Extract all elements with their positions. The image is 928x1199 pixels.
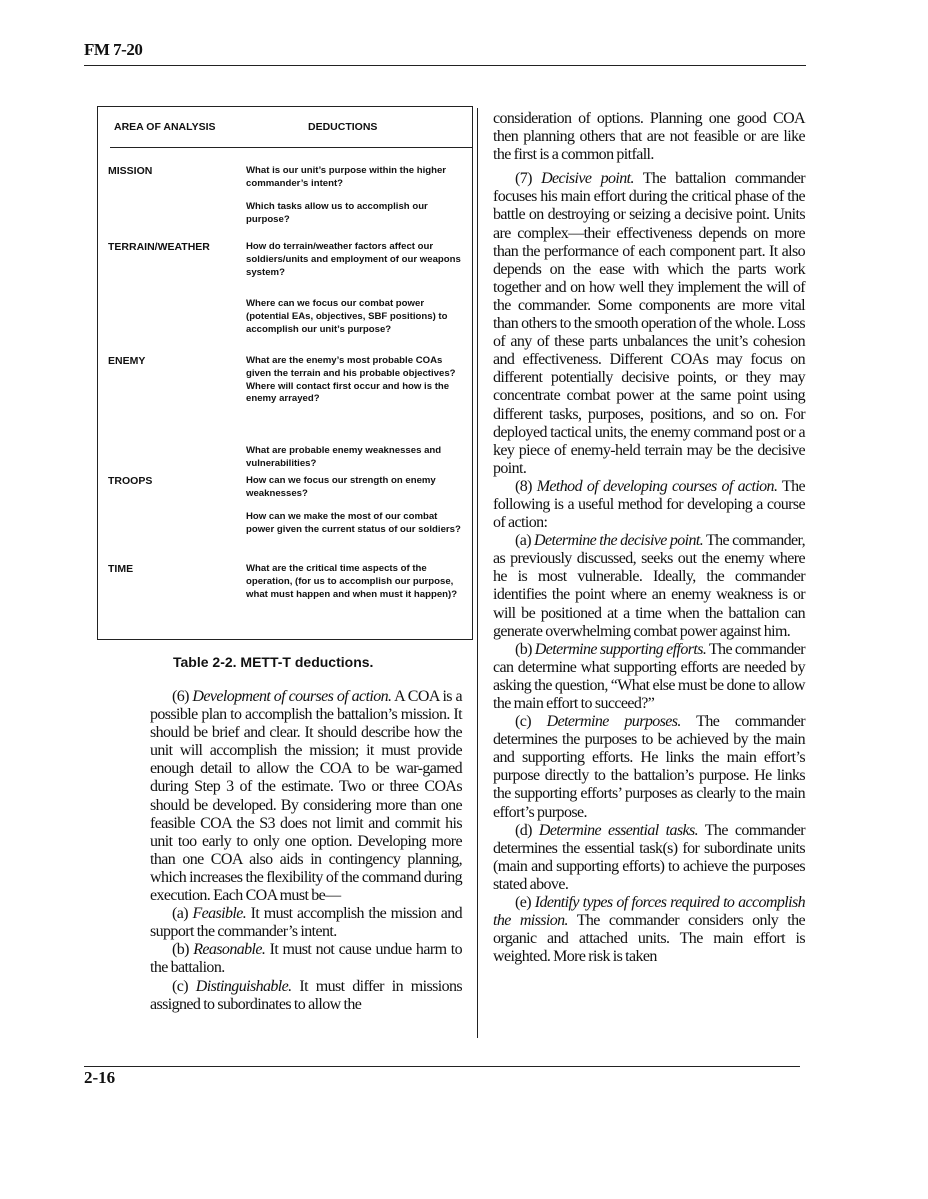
paragraph — [493, 713, 805, 822]
paragraph-text: It must accomplish the mission and support the commander’s intent. — [150, 905, 462, 941]
paragraph-heading: Development of courses of action. — [192, 688, 392, 705]
paragraph — [493, 894, 805, 966]
col-header-deductions: DEDUCTIONS — [308, 121, 378, 133]
paragraph-text: (e) — [515, 894, 535, 912]
paragraph-text: (c) — [515, 713, 547, 731]
paragraph-heading: Determine the decisive point. — [534, 532, 704, 550]
paragraph — [493, 822, 805, 894]
deduction: How can we make the most of our combat power given the current status of our soldiers? — [246, 511, 461, 535]
right-column — [493, 110, 805, 966]
page-number: 2-16 — [84, 1068, 116, 1087]
paragraph-text: A COA is a possible plan to accomplish the battalion’s mission. It should be brief and clear. It should describe how the unit will accomplish the mission; it must provide enough detail to allow the COA to be war-gamed during Step 3 of the estimate. Two or three COAs should be developed. By considering more than one feasible COA the S3 does not limit and commit his unit too early to only one option. Developing more than one COA also aids in contingency planning, which increases the flexibility of the command during execution. Each COA must be— — [150, 688, 462, 905]
column-divider — [477, 108, 478, 1038]
deduction: What is our unit’s purpose within the higher commander’s intent? — [246, 165, 447, 189]
paragraph-heading: Method of developing courses of action. — [536, 477, 778, 495]
paragraph-text: (d) — [515, 821, 539, 839]
header-rule — [84, 65, 806, 66]
area-of-analysis: TIME — [108, 563, 134, 575]
deduction: What are probable enemy weaknesses and vulnerabilities? — [246, 445, 442, 469]
area-of-analysis: MISSION — [108, 165, 153, 177]
paragraph-heading: Determine essential tasks. — [538, 821, 699, 839]
paragraph-heading: Reasonable. — [193, 941, 266, 959]
table-caption: Table 2-2. METT-T deductions. — [173, 654, 374, 670]
paragraph-text: The following is a useful method for developing a course of action: — [493, 477, 806, 532]
paragraph-heading: Identify types of forces required to accomplish the mission. — [493, 894, 806, 930]
paragraph-text: The battalion commander focuses his main effort during the critical phase of the battle on destroying or seizing a decisive point. Units are complex—their effectiveness depends on more than the performance of each component part. It also depends on the ease with which the parts work together and on how well they implement the will of the commander. Some components are more vital than others to the smooth operation of the whole. Loss of any of these parts unbalances the unit’s cohesion and effectiveness. Different COAs may focus on different potentially decisive points, or they may concentrate combat power at the same point using different tasks, purposes, positions, and so on. For deployed tactical units, the enemy command post or a key piece of enemy-held terrain may be the decisive point. — [493, 170, 805, 477]
mett-t-table — [97, 106, 473, 640]
deduction: How do terrain/weather factors affect our soldiers/units and employment of our weapons system? — [246, 241, 461, 278]
paragraph-heading: Determine purposes. — [546, 713, 681, 731]
paragraph — [493, 478, 805, 532]
paragraph-text: The commander determines the essential task(s) for subordinate units (main and supporting efforts) to achieve the purposes stated above. — [493, 821, 805, 893]
paragraph — [493, 170, 805, 478]
deduction: What are the critical time aspects of the operation, (for us to accomplish our purpose, what must happen and when must it happen)? — [246, 563, 458, 600]
paragraph-text: The commander can determine what supporting efforts are needed by asking the question, “What else must be done to allow the main effort to succeed?” — [493, 640, 806, 712]
paragraph-text: (c) — [172, 977, 196, 995]
paragraph — [493, 641, 805, 713]
deduction: How can we focus our strength on enemy weaknesses? — [246, 475, 436, 499]
table-header-rule — [110, 147, 472, 148]
paragraph — [493, 110, 805, 164]
area-of-analysis: TERRAIN/WEATHER — [108, 241, 210, 253]
paragraph — [493, 532, 805, 641]
paragraph-text: (b) — [172, 941, 194, 959]
deduction: What are the enemy’s most probable COAs given the terrain and his probable objectives? Where will contact first occur and how is the enemy arrayed? — [246, 355, 456, 405]
paragraph-text: It must not cause undue harm to the battalion. — [150, 941, 463, 977]
paragraph-text: (a) — [515, 532, 535, 550]
paragraph-text: (8) — [515, 477, 537, 495]
deduction: Which tasks allow us to accomplish our purpose? — [246, 201, 428, 225]
col-header-area: AREA OF ANALYSIS — [114, 121, 216, 133]
left-column — [150, 688, 462, 1014]
paragraph-text: The commander determines the purposes to be achieved by the main and supporting efforts. He links the main effort’s purpose directly to the battalion’s purpose. He links the supporting efforts’ purposes as clearly to the main effort’s purpose. — [493, 713, 805, 821]
deduction: Where can we focus our combat power (potential EAs, objectives, SBF positions) to accomplish our unit’s purpose? — [246, 298, 448, 335]
paragraph-heading: Feasible. — [192, 905, 247, 923]
paragraph-text: (a) — [172, 905, 193, 923]
paragraph — [150, 978, 462, 1014]
paragraph-text: (b) — [515, 640, 535, 658]
area-of-analysis: TROOPS — [108, 475, 153, 487]
paragraph-text: The commander, as previously discussed, seeks out the enemy where he is most vulnerable. Ideally, the commander identifies the point where an enemy weakness is or will be positioned at a time when the battalion can generate overwhelming combat power against him. — [493, 532, 805, 640]
paragraph — [150, 941, 462, 977]
paragraph — [150, 688, 462, 905]
paragraph-text: It must differ in missions assigned to subordinates to allow the — [150, 977, 462, 1013]
paragraph-text: The commander considers only the organic and attached units. The main effort is weighted. More risk is taken — [493, 912, 805, 966]
paragraph-text: consideration of options. Planning one good COA then planning others that are not feasible or are like the first is a common pitfall. — [493, 110, 805, 164]
paragraph-heading: Distinguishable. — [195, 977, 292, 995]
paragraph-heading: Decisive point. — [541, 170, 634, 188]
paragraph — [150, 905, 462, 941]
paragraph-text: (7) — [515, 170, 542, 188]
area-of-analysis: ENEMY — [108, 355, 146, 367]
manual-id: FM 7-20 — [84, 40, 143, 59]
paragraph-heading: Determine supporting efforts. — [534, 640, 707, 658]
footer-rule — [84, 1066, 800, 1067]
paragraph-text: (6) — [172, 688, 193, 705]
